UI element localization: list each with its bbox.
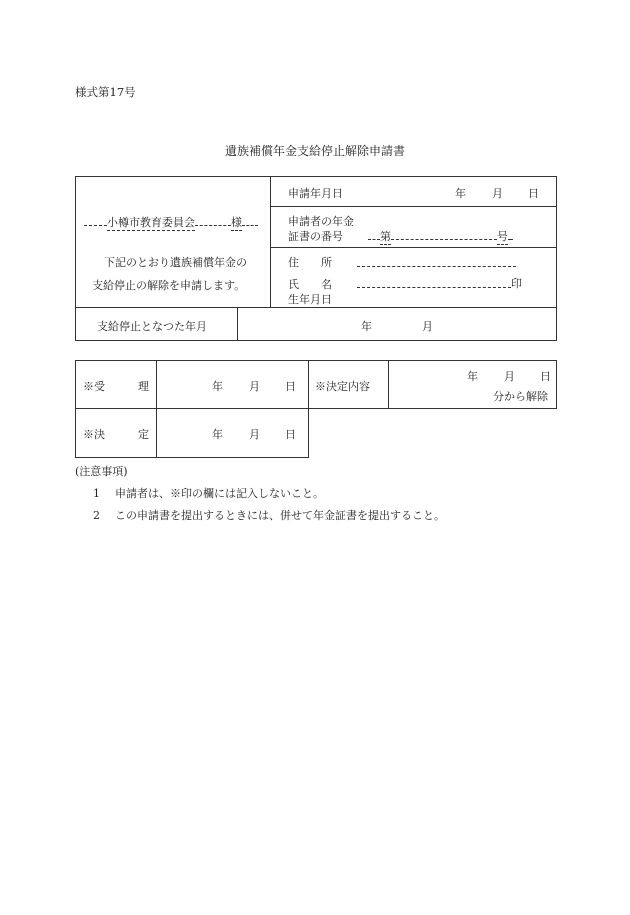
- application-table: [75, 176, 557, 341]
- suspension-label: 支給停止となつた年月: [97, 320, 207, 333]
- address-name-cell: [271, 247, 557, 307]
- addressee-cell: [76, 177, 271, 308]
- suspension-label-cell: [76, 308, 238, 341]
- suspension-year: 年: [361, 320, 372, 333]
- received-month: 月: [249, 380, 260, 393]
- statement-line-2: 支給停止の解除を申請します。: [92, 279, 246, 292]
- release-year: 年: [467, 370, 478, 383]
- name-label: 氏 名: [288, 277, 332, 291]
- statement-line-1: 下記のとおり遺族補償年金の: [104, 256, 247, 269]
- release-month: 月: [504, 370, 515, 383]
- suspension-month: 月: [422, 320, 433, 333]
- application-date-label: 申請年月日: [288, 187, 343, 200]
- decided-date-cell: [157, 409, 309, 458]
- date-day: 日: [528, 187, 539, 200]
- document-title: 遺族補償年金支給停止解除申請書: [224, 144, 405, 158]
- decision-content-cell: [389, 361, 557, 409]
- received-date-cell: [157, 361, 309, 409]
- release-day: 日: [540, 370, 551, 383]
- decided-day: 日: [285, 428, 296, 441]
- pension-cert-cell: [271, 207, 557, 247]
- received-year: 年: [212, 380, 223, 393]
- decided-label: ※決 定: [83, 428, 149, 441]
- note-item: 2 この申請書を提出するときには、併せて年金証書を提出すること。: [93, 509, 445, 522]
- suspension-date-cell: [238, 308, 557, 341]
- date-month: 月: [492, 187, 503, 200]
- date-year: 年: [455, 187, 466, 200]
- note-item: 1 申請者は、※印の欄には記入しないこと。: [93, 487, 324, 500]
- form-number: 様式第17号: [75, 85, 136, 99]
- address-label: 住 所: [288, 255, 332, 269]
- decided-label-cell: [76, 409, 157, 458]
- received-day: 日: [285, 380, 296, 393]
- decided-month: 月: [249, 428, 260, 441]
- application-date-cell: [271, 177, 557, 207]
- decision-content-label-cell: [309, 361, 389, 409]
- received-label: ※受 理: [83, 380, 149, 393]
- decided-year: 年: [212, 428, 223, 441]
- decision-table: [75, 360, 557, 458]
- pension-cert-label-2: 証書の番号: [288, 230, 343, 244]
- seal-mark: 印: [511, 276, 522, 290]
- honorific: 様: [231, 216, 242, 229]
- received-label-cell: [76, 361, 157, 409]
- release-suffix: 分から解除: [493, 390, 548, 403]
- notes-heading: (注意事項): [75, 465, 128, 478]
- cert-prefix: 第: [380, 230, 391, 244]
- pension-cert-label-1: 申請者の年金: [288, 215, 354, 229]
- notes-section: [75, 461, 445, 527]
- empty-cell: [309, 409, 557, 458]
- birthdate-label: 生年月日: [288, 292, 332, 306]
- addressee-name: 小樽市教育委員会: [107, 216, 195, 229]
- cert-suffix: 号: [497, 230, 508, 244]
- decision-content-label: ※決定内容: [315, 380, 370, 393]
